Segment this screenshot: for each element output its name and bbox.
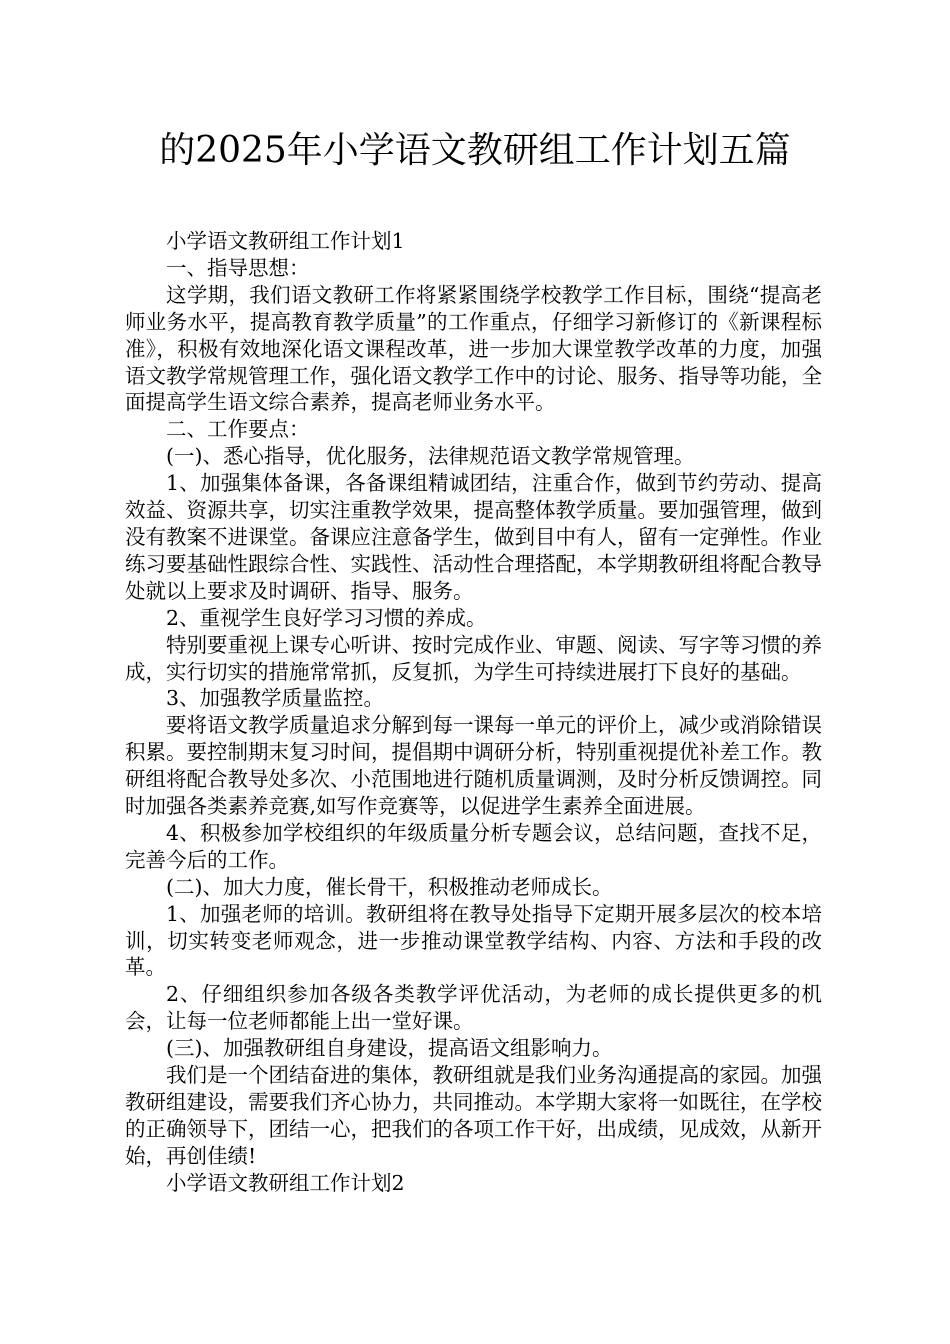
heading-work-points: 二、工作要点： bbox=[166, 417, 310, 442]
section-heading-plan-1: 小学语文教研组工作计划1 bbox=[166, 229, 405, 253]
section-heading-plan-2: 小学语文教研组工作计划2 bbox=[166, 1170, 405, 1195]
paragraph-quality-analysis-meeting: 4、积极参加学校组织的年级质量分析专题会议，总结问题，查找不足，完善今后的工作。 bbox=[125, 820, 822, 872]
document-body bbox=[125, 228, 822, 1197]
paragraph-quality-monitoring: 要将语文教学质量追求分解到每一课每一单元的评价上，减少或消除错误积累。要控制期末复习时间，提倡期中调研分析，特别重视提优补差工作。教研组将配合教导处多次、小范围地进行随机质量调测，及时分析反馈调控。同时加强各类素养竞赛,如写作竞赛等，以促进学生素养全面进展。 bbox=[125, 713, 822, 819]
heading-guiding-ideology: 一、指导思想： bbox=[166, 255, 310, 280]
subheading-part-1: (一)、悉心指导，优化服务，法律规范语文教学常规管理。 bbox=[166, 444, 695, 469]
paragraph-collective-lesson-prep: 1、加强集体备课，各备课组精诚团结，注重合作，做到节约劳动、提高效益、资源共享，切实注重教学效果，提高整体教学质量。要加强管理，做到没有教案不进课堂。备课应注意备学生，做到目中有人，留有一定弹性。作业练习要基础性跟综合性、实践性、活动性合理搭配，本学期教研组将配合教导处就以上要求及时调研、指导、服务。 bbox=[125, 471, 822, 603]
paragraph-teaching-competitions: 2、仔细组织参加各级各类教学评优活动，为老师的成长提供更多的机会，让每一位老师都能上出一堂好课。 bbox=[125, 982, 822, 1034]
paragraph-teacher-training: 1、加强老师的培训。教研组将在教导处指导下定期开展多层次的校本培训，切实转变老师观念，进一步推动课堂教学结构、内容、方法和手段的改革。 bbox=[125, 901, 822, 980]
item-study-habits: 2、重视学生良好学习习惯的养成。 bbox=[166, 605, 487, 630]
paragraph-group-building: 我们是一个团结奋进的集体，教研组就是我们业务沟通提高的家园。加强教研组建设，需要我们齐心协力，共同推动。本学期大家将一如既往，在学校的正确领导下，团结一心，把我们的各项工作干好，出成绩，见成效，从新开始，再创佳绩! bbox=[125, 1063, 822, 1168]
paragraph-guiding-ideology: 这学期，我们语文教研工作将紧紧围绕学校教学工作目标，围绕“提高老师业务水平，提高教育教学质量”的工作重点，仔细学习新修订的《新课程标准》，积极有效地深化语文课程改革，进一步加大课堂教学改革的力度，加强语文教学常规管理工作，强化语文教学工作中的讨论、服务、指导等功能，全面提高学生语文综合素养，提高老师业务水平。 bbox=[125, 282, 822, 415]
subheading-part-3: (三)、加强教研组自身建设，提高语文组影响力。 bbox=[166, 1036, 613, 1061]
paragraph-study-habits: 特别要重视上课专心听讲、按时完成作业、审题、阅读、写字等习惯的养成，实行切实的措施常常抓，反复抓，为学生可持续进展打下良好的基础。 bbox=[125, 632, 822, 684]
document-title: 的2025年小学语文教研组工作计划五篇 bbox=[159, 130, 791, 171]
item-quality-monitoring: 3、加强教学质量监控。 bbox=[166, 686, 385, 711]
subheading-part-2: (二)、加大力度，催长骨干，积极推动老师成长。 bbox=[166, 874, 613, 899]
